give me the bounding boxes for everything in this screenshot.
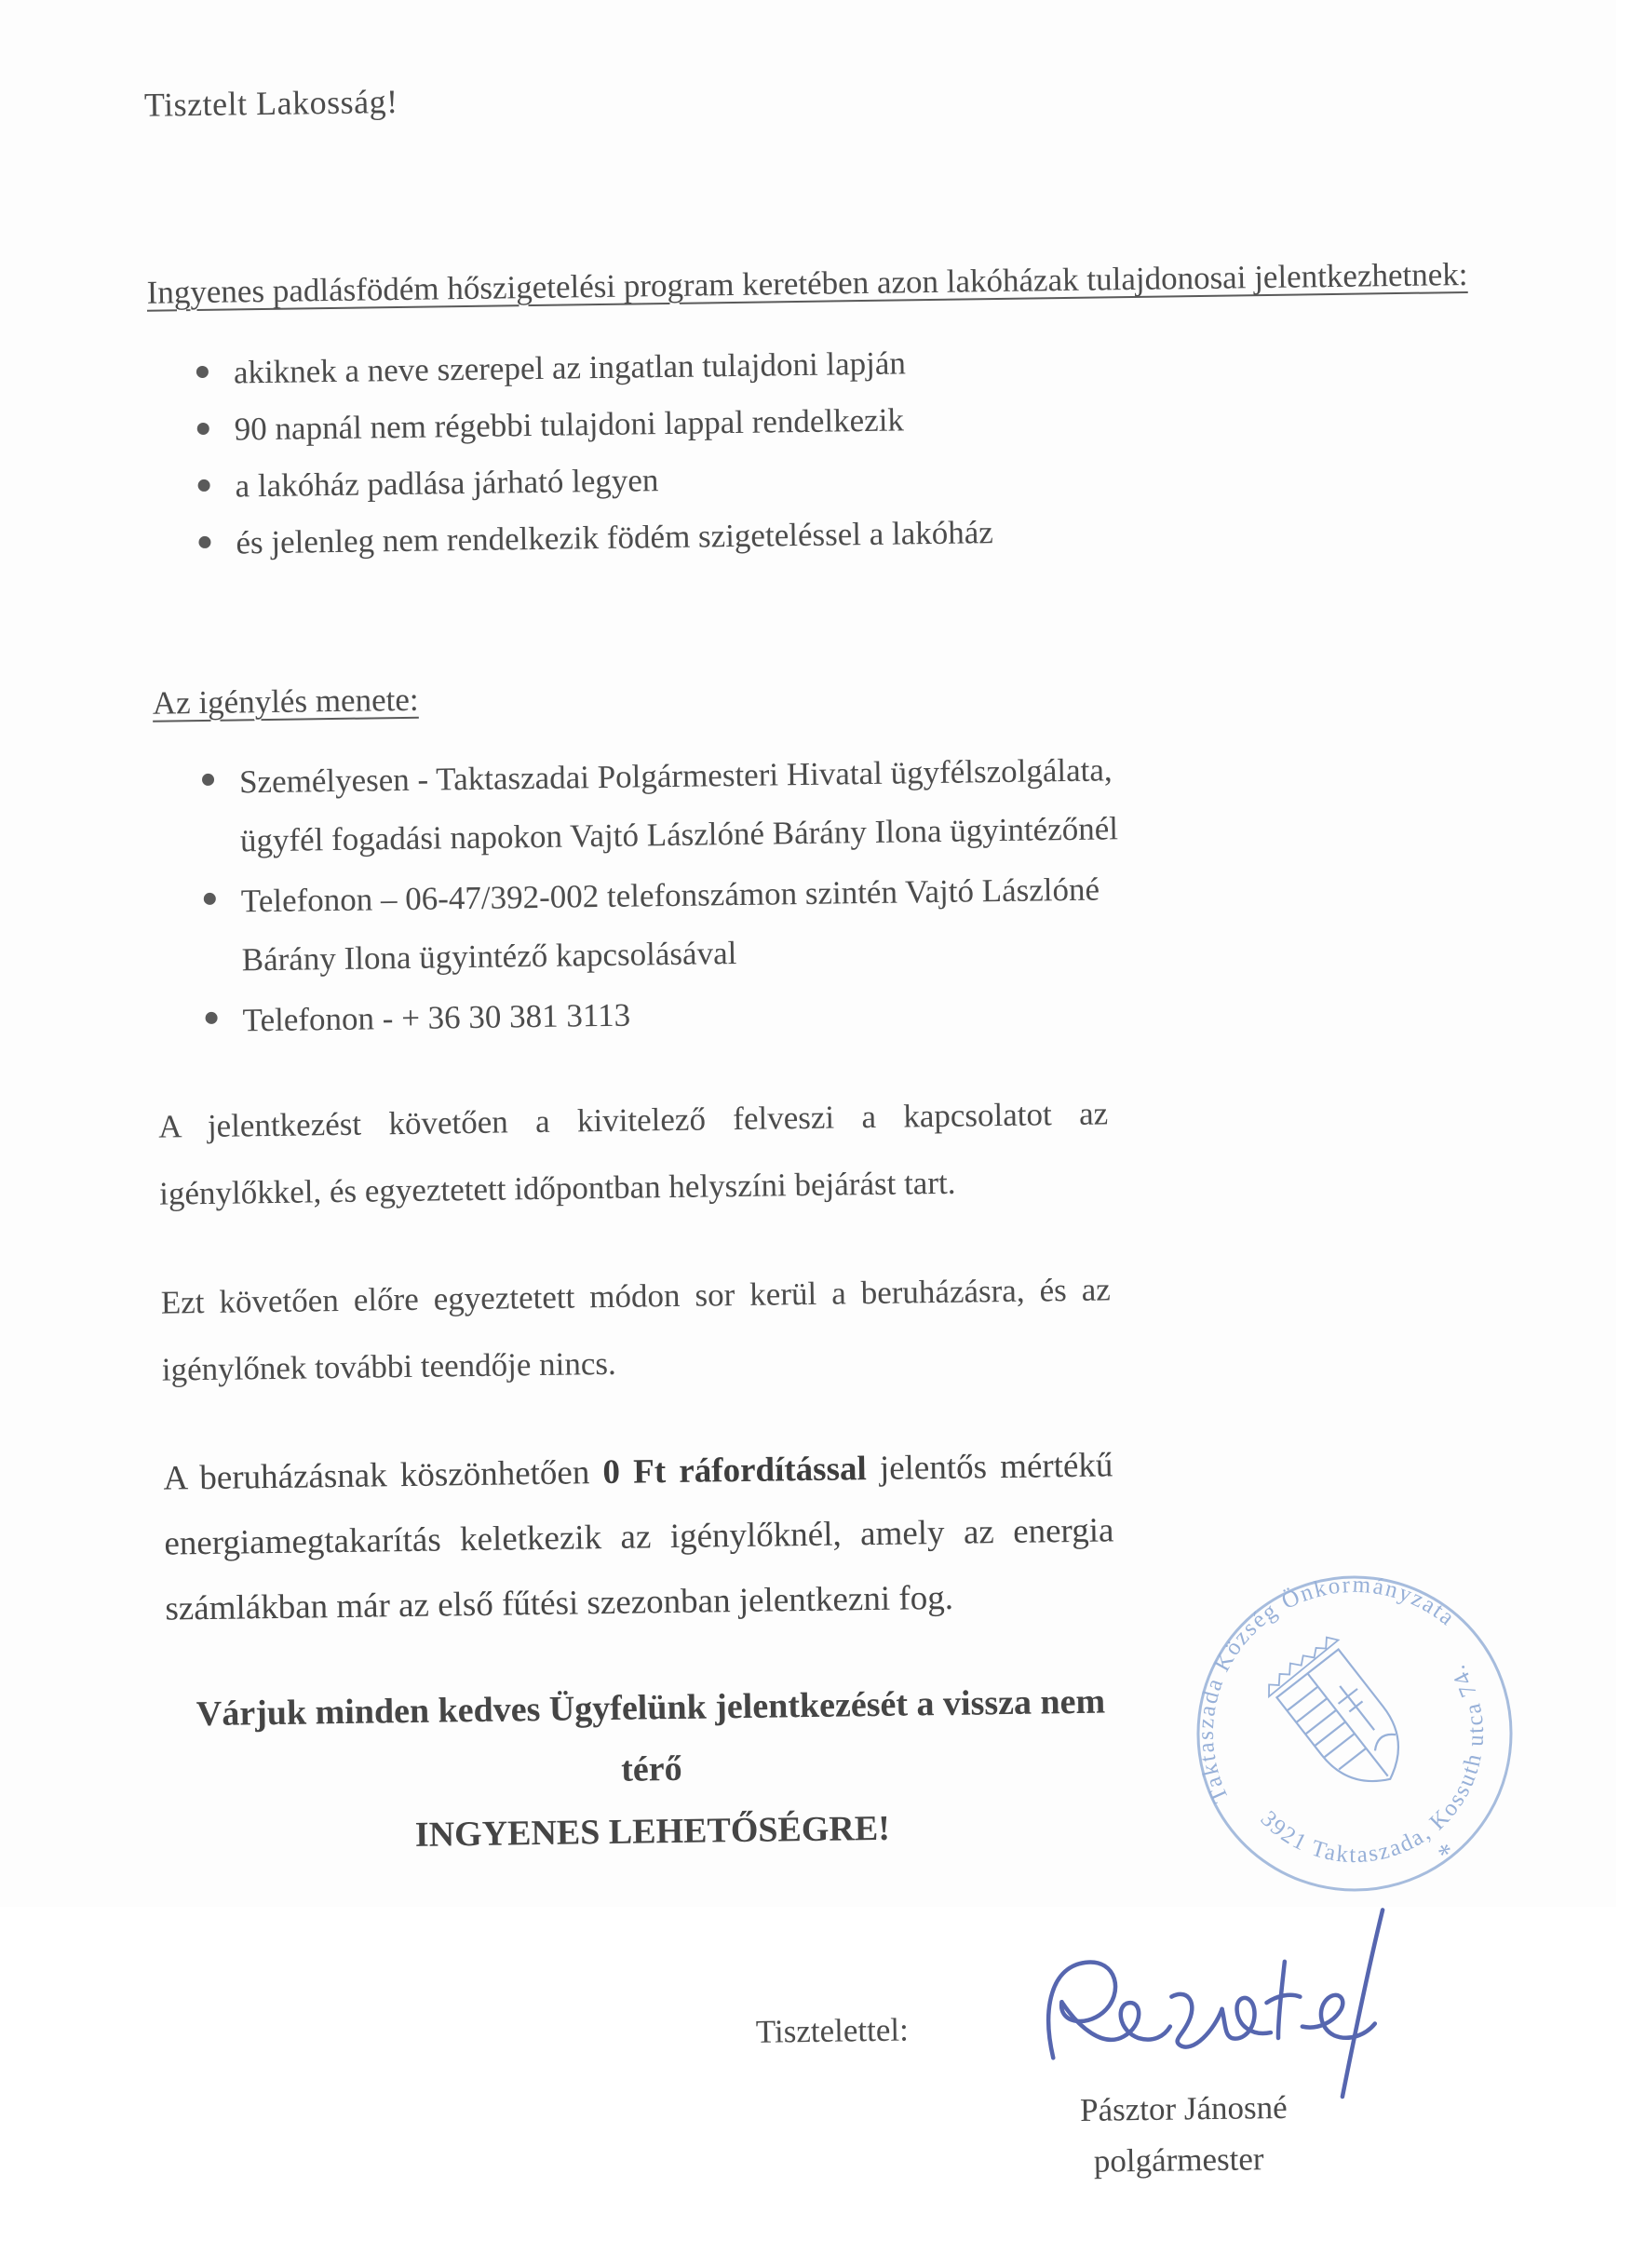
closing-line-2: INGYENES LEHETŐSÉGRE! — [414, 1808, 891, 1855]
signature-area — [170, 1940, 1506, 2266]
salutation: Tisztelt Lakosság! — [143, 82, 398, 124]
bullet-icon — [196, 366, 209, 378]
process-list — [154, 740, 1146, 1051]
bullet-icon — [197, 423, 209, 435]
bullet-icon — [198, 479, 210, 492]
signer-name: Pásztor Jánosné — [1079, 2089, 1288, 2129]
intro-heading: Ingyenes padlásfödém hőszigetelési program keretében azon lakóházak tulajdonosai jelentkezhetnek: — [146, 255, 1468, 311]
list-item — [205, 979, 1146, 1050]
signer-title: polgármester — [1093, 2140, 1264, 2180]
paragraph-savings-pre: A beruházásnak köszönhetően — [163, 1452, 603, 1498]
closing-statement — [167, 1670, 1138, 1870]
paragraph-investment: Ezt követően előre egyeztetett módon sor kerül a beruházásra, és az igénylőnek további teendője nincs. — [160, 1271, 1112, 1388]
paragraph-contact: A jelentkezést követően a kivitelező felveszi a kapcsolatot az igénylőkkel, és egyeztetett időpontban helyszíni bejárást tart. — [157, 1095, 1109, 1212]
list-item-text: a lakóház padlása járható legyen — [235, 462, 659, 505]
stamp-text-bottom: 3921 Taktaszada, Kossuth utca 74. — [1255, 1659, 1490, 1869]
bullet-icon — [206, 1011, 218, 1023]
zero-cost-highlight: 0 Ft ráfordítással — [602, 1449, 867, 1492]
closing-line-1: Várjuk minden kedves Ügyfelünk jelentkezését a vissza nem térő — [196, 1681, 1106, 1790]
paragraph-savings — [163, 1433, 1115, 1642]
bullet-icon — [198, 535, 210, 547]
eligibility-list — [148, 328, 1483, 574]
list-item-text: Telefonon - + 36 30 381 3113 — [242, 996, 631, 1039]
valediction: Tisztelettel: — [755, 2011, 910, 2051]
signer-block — [1080, 2083, 1288, 2187]
list-item-text: 90 napnál nem régebbi tulajdoni lappal rendelkezik — [234, 401, 905, 448]
coat-of-arms-icon — [1261, 1631, 1425, 1806]
list-item-text: Telefonon – 06-47/392-002 telefonszámon szintén Vajtó Lászlóné Bárány Ilona ügyintéző kapcsolásával — [240, 871, 1100, 979]
bullet-icon — [204, 892, 216, 904]
paragraph-savings-post: jelentős mértékű energiamegtakarítás keletkezik az igénylőknél, amely az energia számlákban már az első fűtési szezonban jelentkezni fog. — [164, 1446, 1114, 1629]
process-heading: Az igénylés menete: — [152, 681, 419, 722]
stamp-separator: * — [1432, 1835, 1464, 1870]
list-item-text: akiknek a neve szerepel az ingatlan tulajdoni lapján — [233, 344, 907, 391]
list-item — [202, 740, 1144, 871]
list-item-text: Személyesen - Taktaszadai Polgármesteri Hivatal ügyfélszolgálata, ügyfél fogadási napokon Vajtó Lászlóné Bárány Ilona ügyintézőnél — [238, 751, 1119, 859]
list-item-text: és jelenleg nem rendelkezik födém szigeteléssel a lakóház — [236, 514, 994, 561]
stamp-text-top: Taktaszada Község Önkormányzata — [1193, 1572, 1461, 1807]
bullet-icon — [202, 773, 214, 785]
list-item — [203, 859, 1145, 990]
